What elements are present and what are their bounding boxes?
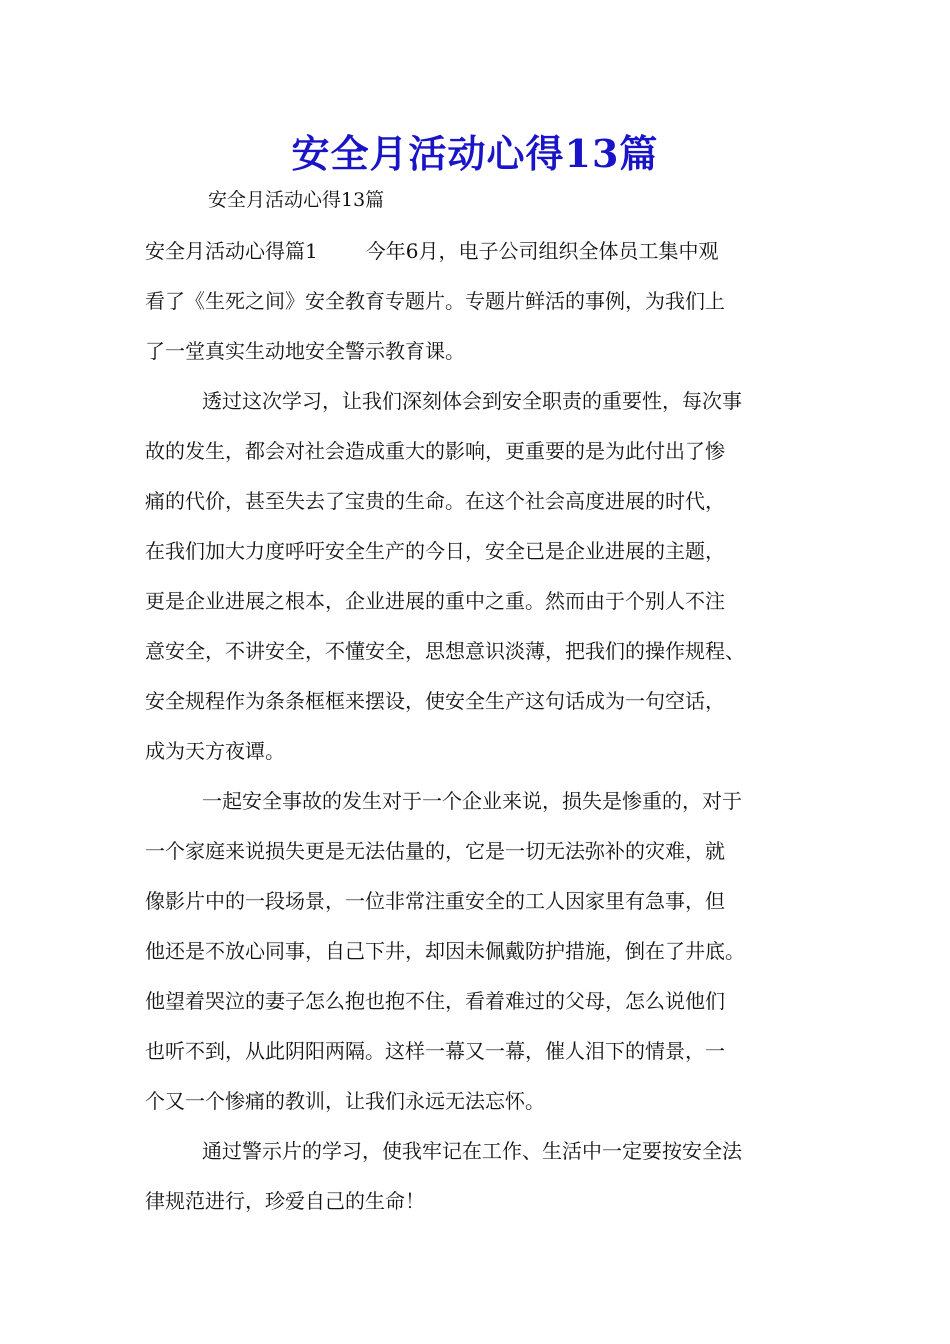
paragraph-1-text: 今年6月，电子公司组织全体员工集中观 [365,239,719,263]
document-title: 安全月活动心得13篇 [291,131,659,176]
paragraph-3-line-6: 也听不到，从此阴阳两隔。这样一幕又一幕，催人泪下的情景，一 [145,1039,725,1063]
paragraph-4-line-2: 律规范进行，珍爱自己的生命！ [145,1189,425,1213]
paragraph-2-line-7: 安全规程作为条条框框来摆设，使安全生产这句话成为一句空话， [145,689,725,713]
paragraph-2-line-1: 透过这次学习，让我们深刻体会到安全职责的重要性，每次事 [202,389,742,413]
paragraph-2-line-8: 成为天方夜谭。 [145,739,285,763]
paragraph-3-line-5: 他望着哭泣的妻子怎么抱也抱不住，看着难过的父母，怎么说他们 [145,989,725,1013]
paragraph-2-line-3: 痛的代价，甚至失去了宝贵的生命。在这个社会高度进展的时代， [145,489,725,513]
paragraph-3-line-7: 个又一个惨痛的教训，让我们永远无法忘怀。 [145,1089,545,1113]
paragraph-2-line-5: 更是企业进展之根本，企业进展的重中之重。然而由于个别人不注 [145,589,725,613]
paragraph-1-line-2: 看了《生死之间》安全教育专题片。专题片鲜活的事例，为我们上 [145,289,725,313]
document-subtitle: 安全月活动心得13篇 [208,189,385,211]
paragraph-1-line-1 [145,236,718,266]
section-label: 安全月活动心得篇1 [145,239,318,263]
paragraph-1-line-3: 了一堂真实生动地安全警示教育课。 [145,339,465,363]
paragraph-3-line-2: 一个家庭来说损失更是无法估量的，它是一切无法弥补的灾难，就 [145,839,725,863]
paragraph-2-line-6: 意安全，不讲安全，不懂安全，思想意识淡薄，把我们的操作规程、 [145,639,745,663]
paragraph-3-line-4: 他还是不放心同事，自己下井，却因未佩戴防护措施，倒在了井底。 [145,939,745,963]
paragraph-2-line-2: 故的发生，都会对社会造成重大的影响，更重要的是为此付出了惨 [145,439,725,463]
paragraph-3-line-3: 像影片中的一段场景，一位非常注重安全的工人因家里有急事，但 [145,889,725,913]
paragraph-2-line-4: 在我们加大力度呼吁安全生产的今日，安全已是企业进展的主题， [145,539,725,563]
paragraph-4-line-1: 通过警示片的学习，使我牢记在工作、生活中一定要按安全法 [202,1139,742,1163]
paragraph-3-line-1: 一起安全事故的发生对于一个企业来说，损失是惨重的，对于 [202,789,742,813]
